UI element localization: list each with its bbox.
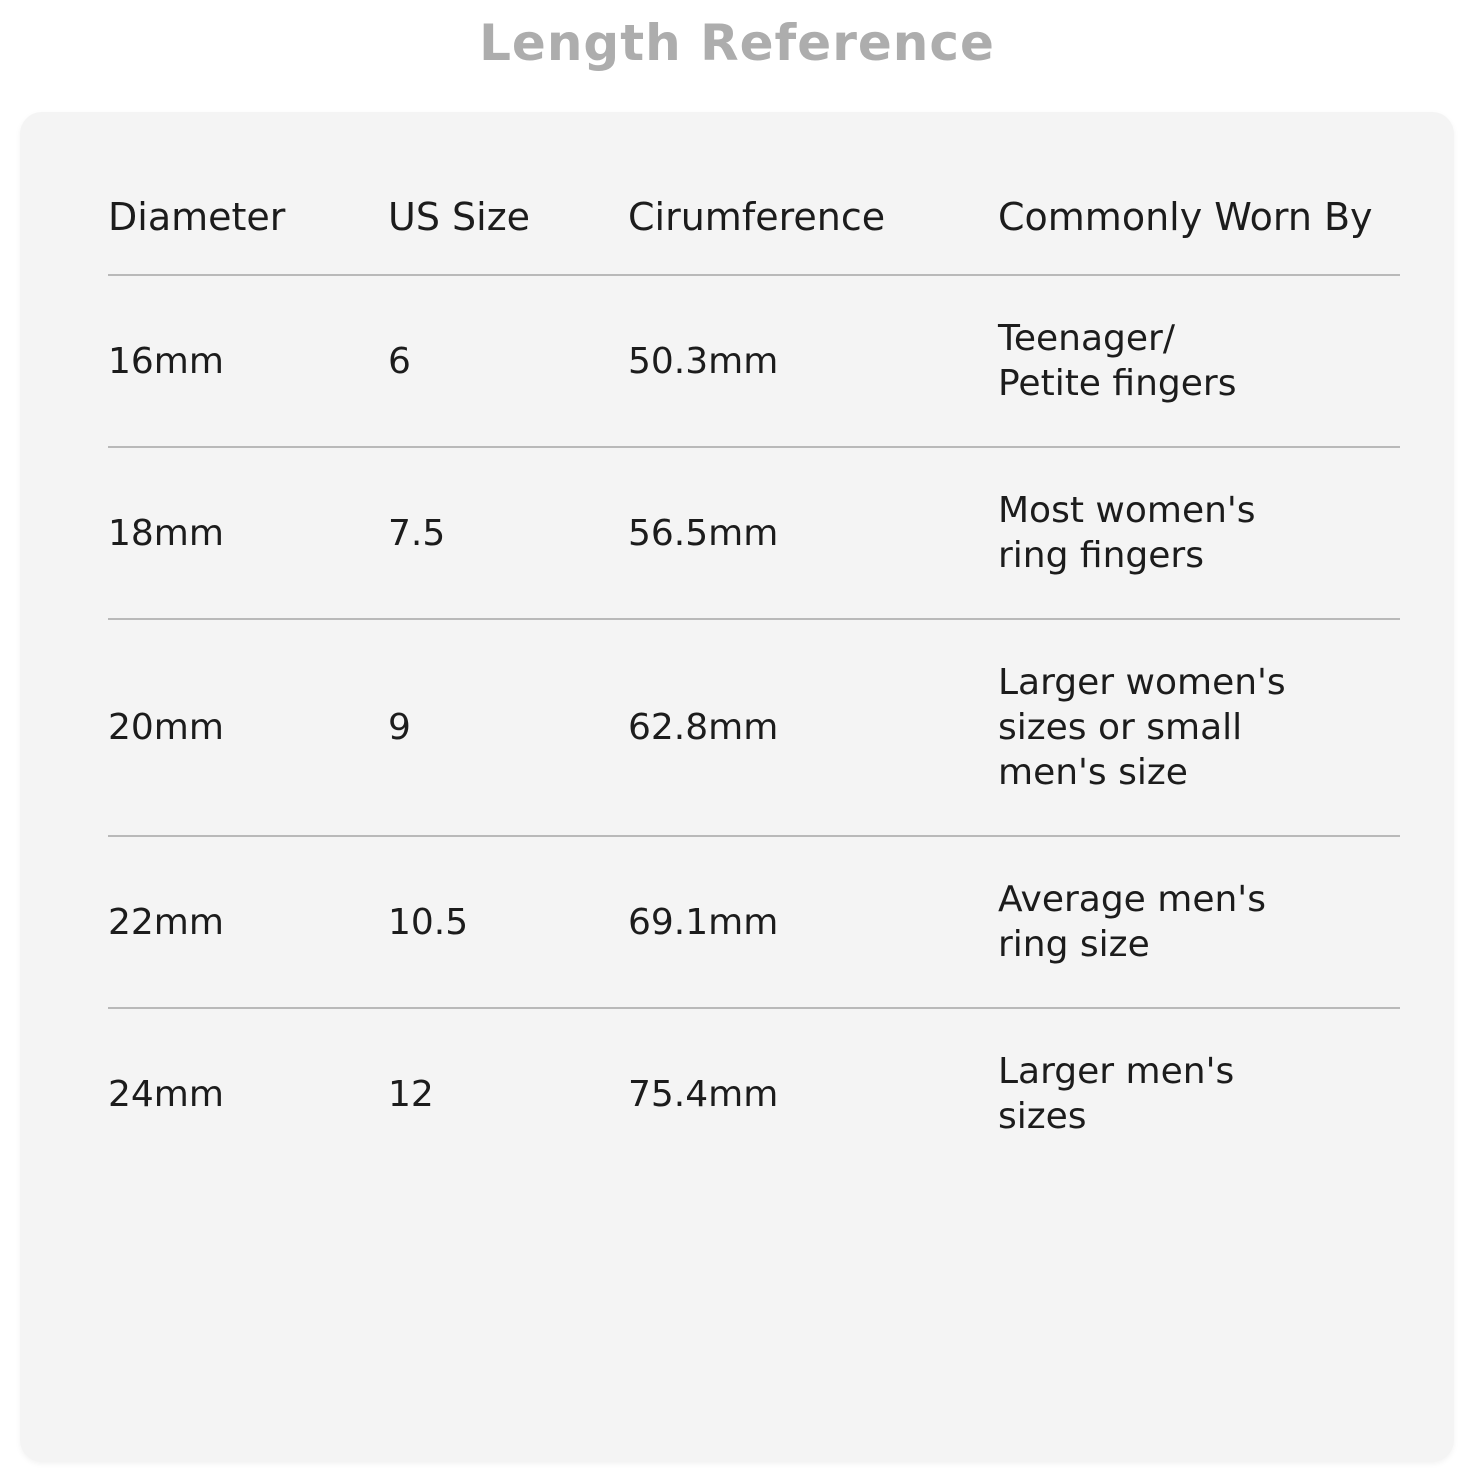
- column-header-diameter: Diameter: [108, 195, 286, 239]
- cell-us-size: 9: [388, 619, 628, 836]
- cell-circumference: 69.1mm: [628, 836, 998, 1008]
- cell-us-size: 6: [388, 275, 628, 447]
- cell-commonly-worn-by: Teenager/ Petite fingers: [998, 275, 1400, 447]
- cell-diameter: 16mm: [108, 275, 388, 447]
- column-header-commonly-worn-by: Commonly Worn By: [998, 195, 1373, 239]
- table-row: [108, 275, 1400, 447]
- ring-size-table: [108, 194, 1400, 1179]
- cell-circumference: 62.8mm: [628, 619, 998, 836]
- cell-commonly-worn-by: Larger men's sizes: [998, 1008, 1400, 1179]
- cell-us-size: 12: [388, 1008, 628, 1179]
- cell-diameter: 18mm: [108, 447, 388, 619]
- cell-commonly-worn-by: Most women's ring fingers: [998, 447, 1400, 619]
- cell-diameter: 24mm: [108, 1008, 388, 1179]
- cell-diameter: 20mm: [108, 619, 388, 836]
- column-header-us-size: US Size: [388, 195, 531, 239]
- table-row: [108, 619, 1400, 836]
- cell-commonly-worn-by: Average men's ring size: [998, 836, 1400, 1008]
- page-title: Length Reference: [479, 14, 995, 72]
- cell-circumference: 50.3mm: [628, 275, 998, 447]
- size-table-card: [20, 112, 1454, 1462]
- column-header-circumference: Cirumference: [628, 195, 886, 239]
- table-row: [108, 1008, 1400, 1179]
- cell-commonly-worn-by: Larger women's sizes or small men's size: [998, 619, 1400, 836]
- cell-circumference: 75.4mm: [628, 1008, 998, 1179]
- cell-diameter: 22mm: [108, 836, 388, 1008]
- cell-circumference: 56.5mm: [628, 447, 998, 619]
- table-row: [108, 447, 1400, 619]
- cell-us-size: 7.5: [388, 447, 628, 619]
- cell-us-size: 10.5: [388, 836, 628, 1008]
- table-header-row: [108, 194, 1400, 275]
- table-body: [108, 275, 1400, 1179]
- table-row: [108, 836, 1400, 1008]
